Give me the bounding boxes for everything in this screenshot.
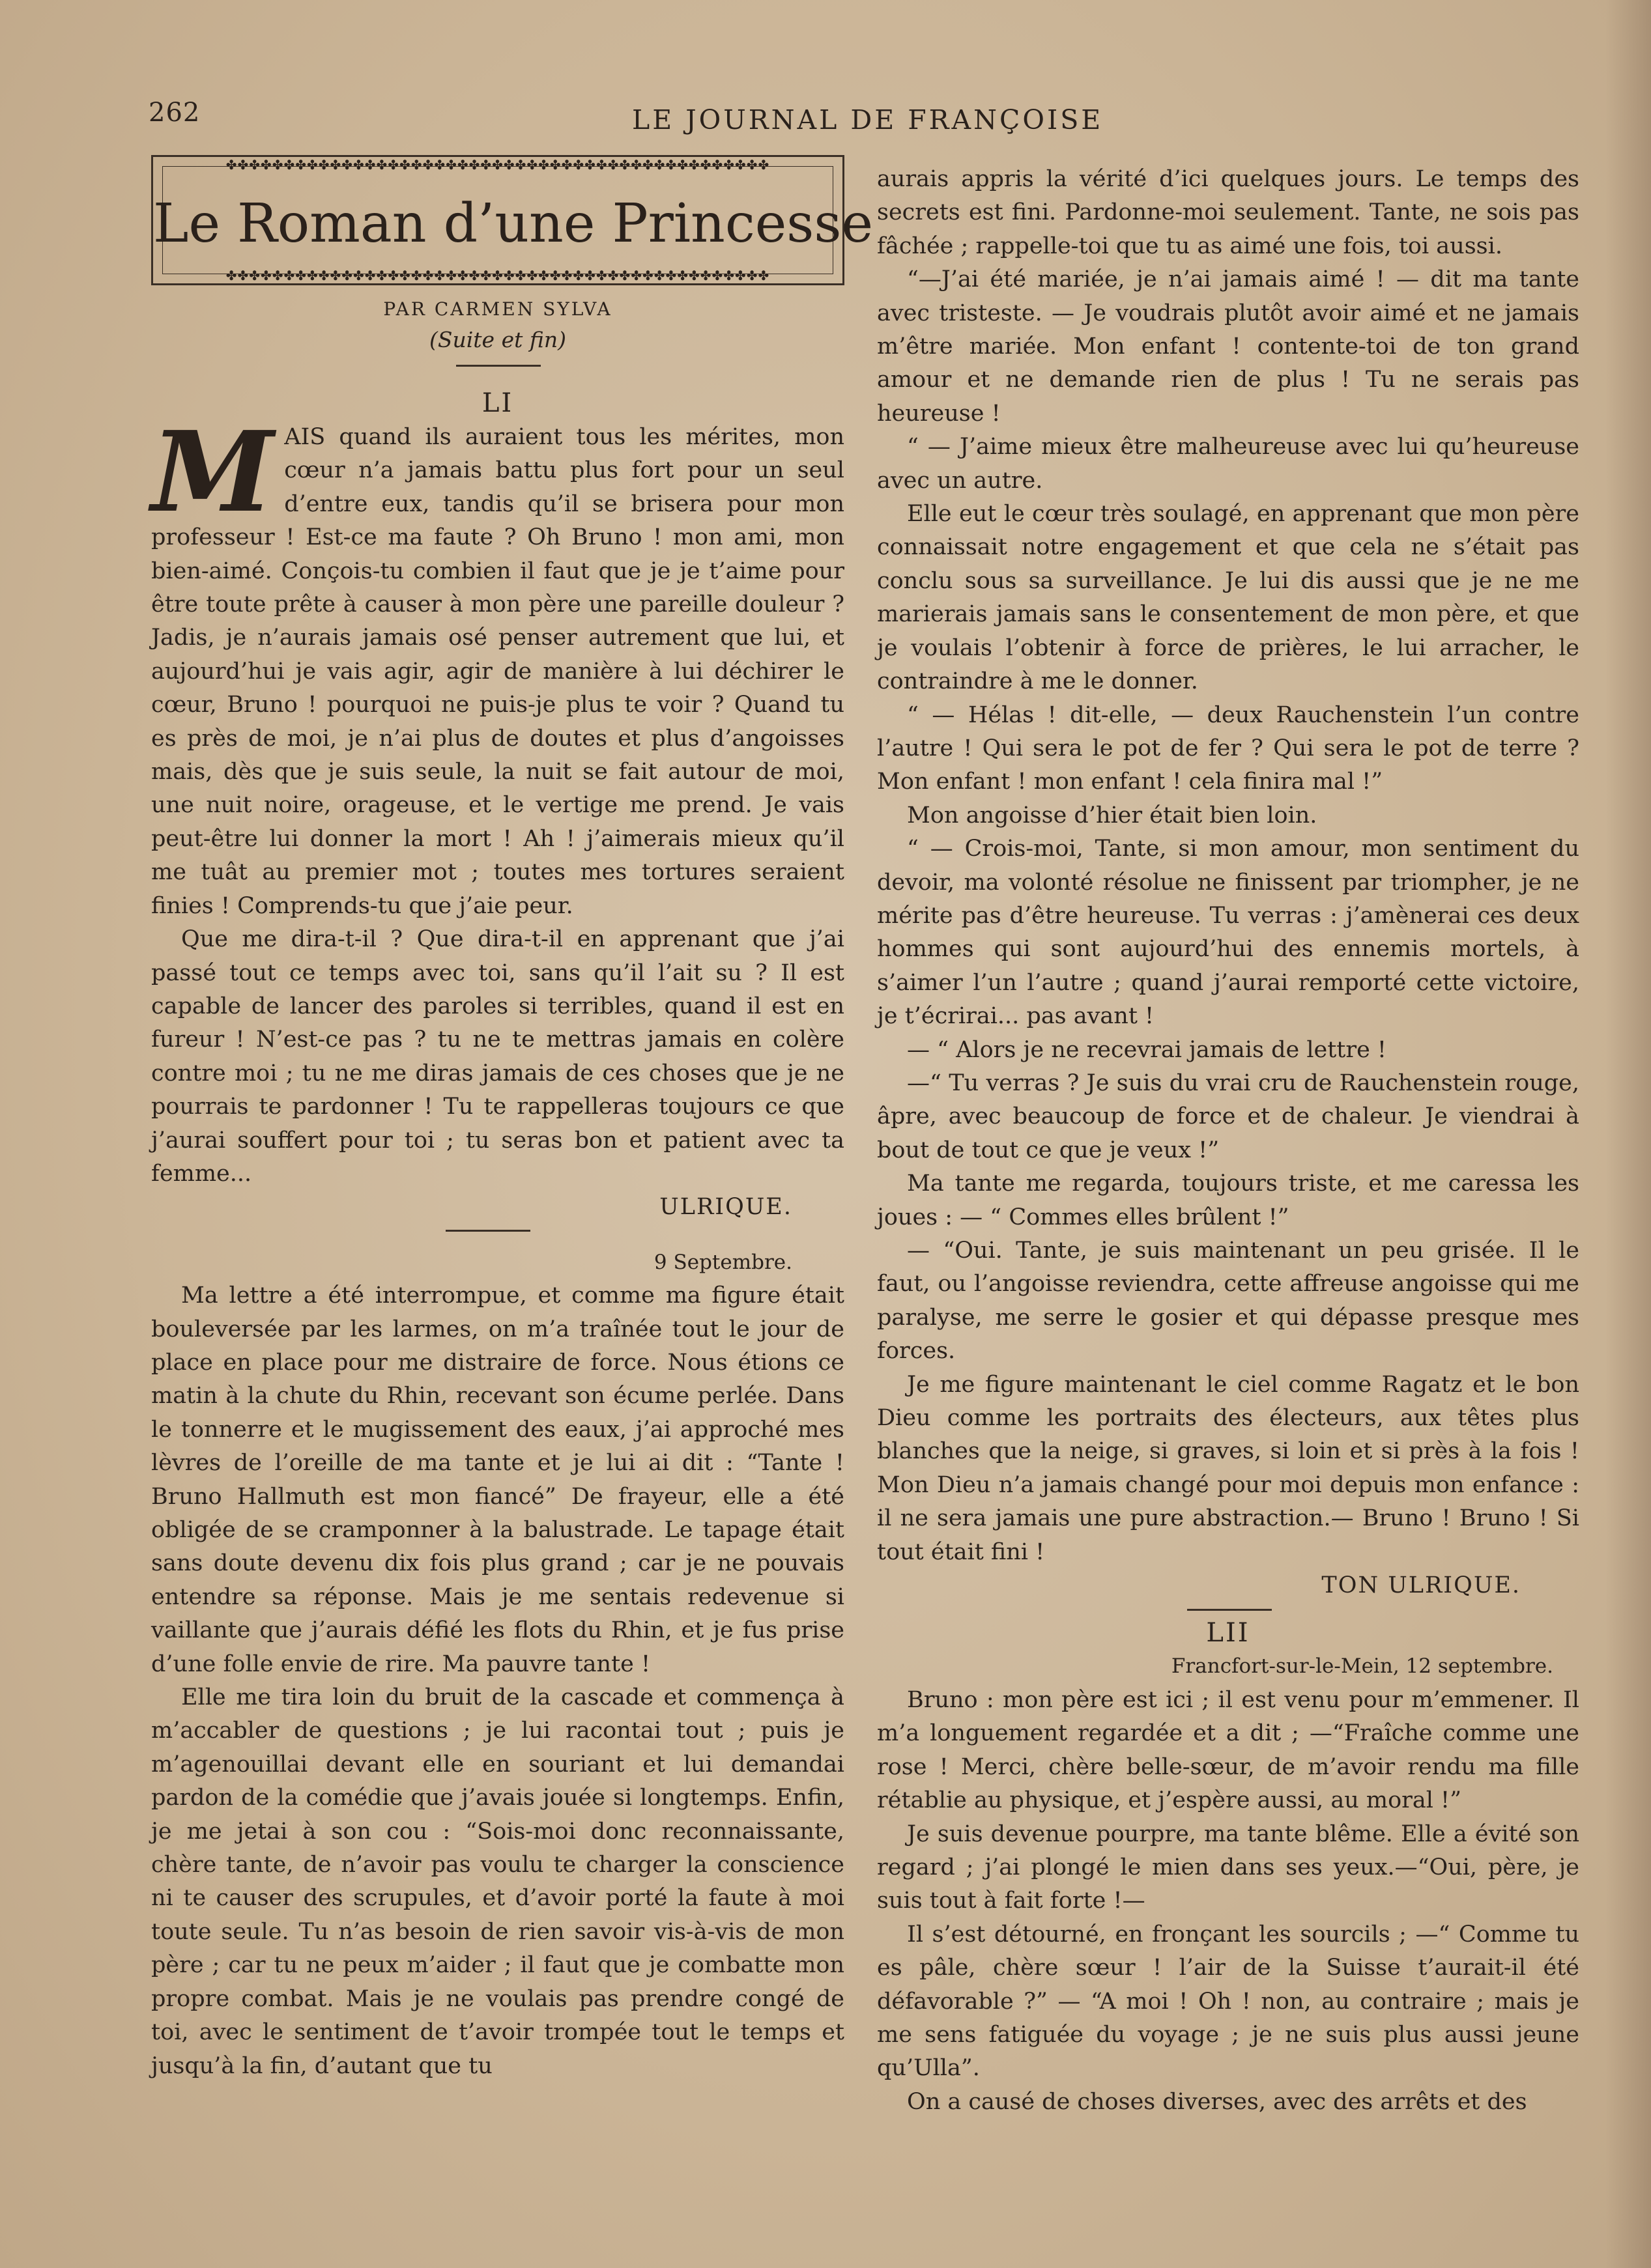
ornament-border-top: ✤✤✤✤✤✤✤✤✤✤✤✤✤✤✤✤✤✤✤✤✤✤✤✤✤✤✤✤✤✤✤✤✤✤✤✤✤✤✤✤✤✤✤✤✤✤✤ [225, 157, 770, 173]
title-rule [456, 365, 541, 367]
paragraph [151, 407, 844, 923]
paragraph: — “ Alors je ne recevrai jamais de lettre ! [907, 1036, 1386, 1063]
paragraph: “ — Hélas ! dit-elle, — deux Rauchenstein l’un contre l’autre ! Qui sera le pot de fer ? Qui sera le pot de terre ? Mon enfant ! mon enfant ! cela finira mal !” [877, 702, 1579, 795]
paragraph: “ — Crois-moi, Tante, si mon amour, mon sentiment du devoir, ma volonté résolue ne finissent par triompher, je ne mérite pas d’être heureuse. Tu verras : j’amènerai ces deux hommes qui sont aujourd’hui des ennemis mortels, à s’aimer l’un l’autre ; quand j’aurai remporté cette victoire, je t’écrirai... pas avant ! [877, 836, 1579, 1030]
paragraph: “—J’ai été mariée, je n’ai jamais aimé ! — dit ma tante avec tristeste. — Je voudrais plutôt avoir aimé et ne jamais m’être mariée. Mon enfant ! contente-toi de ton grand amour et ne demande rien de plus ! Tu ne serais pas heureuse ! [877, 266, 1579, 427]
paragraph: Je suis devenue pourpre, ma tante blême. Elle a évité son regard ; j’ai plongé le mien dans ses yeux.—“Oui, père, je suis tout à fait forte !— [877, 1821, 1579, 1914]
paragraph: Ma lettre a été interrompue, et comme ma figure était bouleversée par les larmes, on m’a traînée tout le jour de place en place pour me distraire de force. Nous étions ce matin à la chute du Rhin, recevant son écume perlée. Dans le tonnerre et le mugissement des eaux, j’ai approché mes lèvres de l’oreille de ma tante et je lui ai dit : “Tante ! Bruno Hallmuth est mon fiancé” De frayeur, elle a été obligée de se cramponner à la balustrade. Le tapage était sans doute devenu dix fois plus grand ; car je ne pouvais entendre sa réponse. Mais je me sentais redevenue si vaillante que j’aurais défié les flots du Rhin, et je fus prise d’une folle envie de rire. Ma pauvre tante ! [151, 1283, 844, 1677]
paragraph: Que me dira-t-il ? Que dira-t-il en apprenant que j’ai passé tout ce temps avec toi, sans qu’il l’ait su ? Il est capable de lancer des paroles si terribles, quand il est en fureur ! N’est-ce pas ? tu ne te mettras jamais en colère contre moi ; tu ne me diras jamais de ces choses que je ne pourrais te pardonner ! Tu te rappelleras toujours ce que j’aurai souffert pour toi ; tu seras bon et patient avec ta femme... [151, 926, 844, 1187]
page-number: 262 [149, 98, 201, 128]
date-line: 9 Septembre. [653, 1250, 792, 1274]
paragraph: Je me figure maintenant le ciel comme Ragatz et le bon Dieu comme les portraits des électeurs, aux têtes plus blanches que la neige, si graves, si loin et si près à la fois ! Mon Dieu n’a jamais changé pour moi depuis mon enfance : il ne sera jamais une pure abstraction.— Bruno ! Bruno ! Si tout était fini ! [877, 1371, 1579, 1565]
paragraph: aurais appris la vérité d’ici quelques jours. Le temps des secrets est fini. Pardonne-moi seulement. Tante, ne sois pas fâchée ; rappelle-toi que tu as aimé une fois, toi aussi. [877, 166, 1579, 259]
left-column [151, 407, 844, 2083]
paragraph: Bruno : mon père est ici ; il est venu pour m’emmener. Il m’a longuement regardée et a dit ; —“Fraîche comme une rose ! Merci, chère belle-sœur, de m’avoir rendu ma fille rétablie au physique, et j’espère aussi, au moral !” [877, 1686, 1579, 1814]
paragraph: Mon angoisse d’hier était bien loin. [907, 802, 1317, 829]
drop-cap: M [151, 407, 274, 537]
chapter-heading-li: LI [481, 388, 514, 418]
section-rule [446, 1230, 530, 1232]
paragraph: — “Oui. Tante, je suis maintenant un peu grisée. Il le faut, ou l’angoisse reviendra, cette affreuse angoisse qui me paralyse, me serre le gosier et qui dépasse presque mes forces. [877, 1238, 1579, 1365]
dateline: Francfort-sur-le-Mein, 12 septembre. [1171, 1654, 1553, 1679]
running-title: LE JOURNAL DE FRANÇOISE [632, 104, 1104, 135]
article-title: Le Roman d’une Princesse [153, 193, 873, 255]
title-frame [151, 155, 873, 285]
paragraph: Elle me tira loin du bruit de la cascade et commença à m’accabler de questions ; je lui racontai tout ; puis je m’agenouillai devant elle en souriant et lui demandai pardon de la comédie que j’avais jouée si longtemps. Enfin, je me jetai à son cou : “Sois-moi donc reconnaissante, chère tante, de n’avoir pas voulu te charger la conscience ni te causer des scrupules, et d’avoir porté la faute à moi toute seule. Tu n’as besoin de rien savoir vis-à-vis de mon père ; car tu ne peux m’aider ; il faut que je combatte mon propre combat. Mais je ne voulais pas prendre congé de toi, avec le sentiment de t’avoir trompée tout le temps et jusqu’à la fin, d’autant que tu [151, 1684, 844, 2079]
paragraph: Ma tante me regarda, toujours triste, et me caressa les joues : — “ Commes elles brûlent !” [877, 1170, 1579, 1230]
chapter-heading-lii: LII [1206, 1618, 1250, 1649]
section-rule [1187, 1609, 1272, 1611]
paragraph: “ — J’aime mieux être malheureuse avec lui qu’heureuse avec un autre. [877, 434, 1579, 494]
paragraph: Il s’est détourné, en fronçant les sourcils ; —“ Comme tu es pâle, chère sœur ! l’air de la Suisse t’aurait-il été défavorable ?” — “A moi ! Oh ! non, au contraire ; mais je me sens fatiguée du voyage ; je ne suis plus aussi jeune qu’Ulla”. [877, 1921, 1579, 2082]
ornament-border-bottom: ✤✤✤✤✤✤✤✤✤✤✤✤✤✤✤✤✤✤✤✤✤✤✤✤✤✤✤✤✤✤✤✤✤✤✤✤✤✤✤✤✤✤✤✤✤✤✤ [225, 268, 770, 283]
paragraph: On a causé de choses diverses, avec des arrêts et des [907, 2088, 1527, 2115]
byline: PAR CARMEN SYLVA [383, 298, 612, 320]
page-edge-shadow [1605, 0, 1651, 2268]
signature: ULRIQUE. [659, 1194, 792, 1221]
paragraph: Elle eut le cœur très soulagé, en apprenant que mon père connaissait notre engagement et que cela ne s’était pas conclu sous sa surveillance. Je lui dis aussi que je ne me marierais jamais sans le consentement de mon père, et que je voulais l’obtenir à force de prières, le lui arracher, le contraindre à me le donner. [877, 501, 1579, 695]
paragraph: —“ Tu verras ? Je suis du vrai cru de Rauchenstein rouge, âpre, avec beaucoup de force et de chaleur. Je viendrai à bout de tout ce que je veux !” [877, 1070, 1579, 1163]
right-column [877, 163, 1579, 2119]
paragraph-text: AIS quand ils auraient tous les mérites, mon cœur n’a jamais battu plus fort pour un seul d’entre eux, tandis qu’il se brisera pour mon professeur ! Est-ce ma faute ? Oh Bruno ! mon ami, mon bien-aimé. Conçois-tu combien il faut que je je t’aime pour être toute prête à causer à mon père une pareille douleur ? Jadis, je n’aurais jamais osé penser autrement que lui, et aujourd’hui je vais agir, agir de manière à lui déchirer le cœur, Bruno ! pourquoi ne puis-je plus te voir ? Quand tu es près de moi, je n’ai plus de doutes et plus d’angoisses mais, dès que je suis seule, la nuit se fait autour de moi, une nuit noire, orageuse, et le vertige me prend. Je vais peut-être lui donner la mort ! Ah ! j’aimerais mieux qu’il me tuât au premier mot ; toutes mes tortures seraient finies ! Comprends-tu que j’aie peur. [151, 424, 844, 919]
signature: TON ULRIQUE. [1321, 1572, 1521, 1599]
subtitle: (Suite et fin) [429, 327, 566, 352]
